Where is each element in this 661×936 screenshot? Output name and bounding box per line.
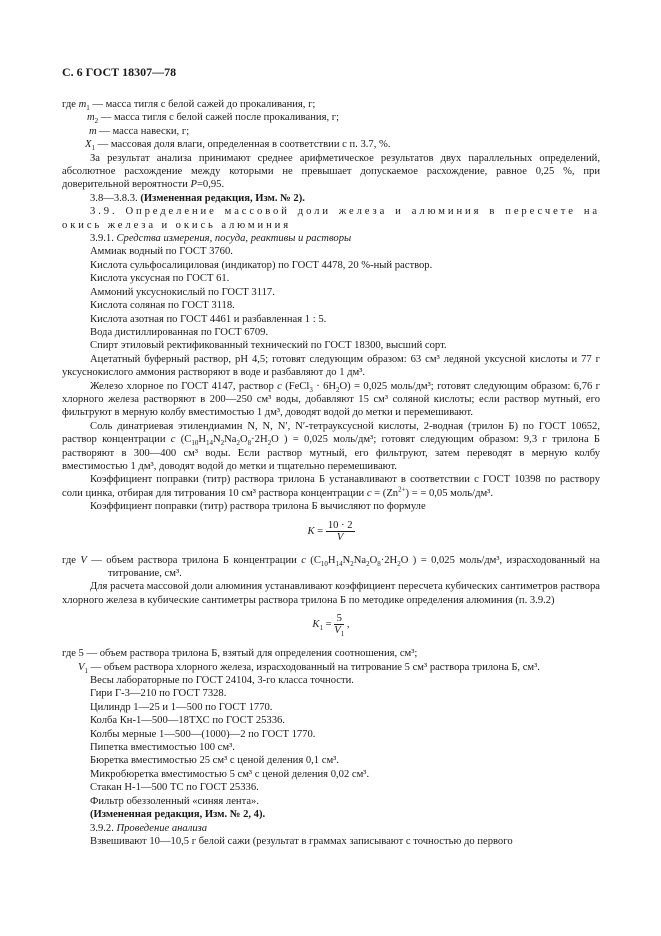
para-e1: Весы лабораторные по ГОСТ 24104, 3-го класса точности.	[90, 675, 354, 687]
para-p3: 3.9. Определение массовой доли железа и алюминия в пересчете на окись железа и окись алюминия	[62, 206, 600, 231]
para-p1: За результат анализа принимают среднее арифметическое результатов двух параллельных определений, абсолютное расхождение между которыми не превышает допускаемое расхождение, равное 0,25 %, при доверительной вероятности P=0,95.	[62, 152, 600, 191]
para-l1: где $m_1$ — масса тигля с белой сажей до прокаливания, г;	[62, 99, 316, 113]
para-p11: Для расчета массовой доли алюминия устанавливают коэффициент пересчета кубических сантиметров раствора хлорного железа в кубические сантиметры раствора трилона Б по методике определения алюминия (п. 3.9.2)	[62, 581, 600, 606]
para-e11: (Измененная редакция, Изм. № 2, 4).	[90, 809, 266, 821]
para-p2: 3.8—3.8.3. (Измененная редакция, Изм. № 2).	[90, 192, 305, 204]
para-r2: Кислота сульфосалициловая (индикатор) по ГОСТ 4478, 20 %-ный раствор.	[90, 259, 433, 271]
para-r4: Аммоний уксуснокислый по ГОСТ 3117.	[90, 286, 275, 298]
para-r7: Вода дистиллированная по ГОСТ 6709.	[90, 326, 269, 338]
para-e12: 3.9.2. Проведение анализа	[90, 822, 208, 834]
para-p8: Коэффициент поправки (титр) раствора трилона Б устанавливают в соответствии с ГОСТ 10398 по раствору соли цинка, отбирая для титрования 10 см³ раствора концентрации $c = (Zn^{2+})$ = = 0,05 моль/дм³.	[62, 474, 600, 499]
para-e9: Стакан Н-1—500 ТС по ГОСТ 25336.	[90, 782, 259, 794]
para-p12: где 5 — объем раствора трилона Б, взятый для определения соотношения, см³;	[62, 648, 418, 660]
para-r6: Кислота азотная по ГОСТ 4461 и разбавленная 1 : 5.	[90, 313, 327, 325]
para-e4: Колба Кн-1—500—18ТХС по ГОСТ 25336.	[90, 715, 285, 727]
page-header	[62, 66, 176, 79]
para-p6: Железо хлорное по ГОСТ 4147, раствор c (FeCl$_3$ · $6H_2O) = 0,025$ моль/дм³; готовят следующим образом: 6,76 г хлорного железа растворяют в 200—250 см³ воды, добавляют 15 см³ соляной кислоты; если раствор мутный, его фильтруют в мерную колбу вместимостью 1 дм³, доводят водой до метки и перемешивают.	[62, 380, 600, 419]
para-p4: 3.9.1. Средства измерения, посуда, реактивы и растворы	[90, 233, 352, 245]
para-r3: Кислота уксусная по ГОСТ 61.	[90, 273, 230, 285]
para-e10: Фильтр обеззоленный «синяя лента».	[90, 795, 259, 807]
para-p13: $V_1$ — объем раствора хлорного железа, израсходованный на титрование 5 см³ раствора трилона Б, см³.	[78, 661, 540, 675]
para-r1: Аммиак водный по ГОСТ 3760.	[90, 246, 233, 258]
para-p7: Соль динатриевая этилендиамин N, N, N′, N′-тетрауксусной кислоты, 2-водная (трилон Б) по ГОСТ 10652, раствор концентрации c ($C_{10}H_{14}N_2Na_2O_8\cdot 2H_2O$ ) = 0,025 моль/дм³; готовят следующим образом: 9,3 г трилона Б растворяют в 300—400 см³ воды. Если раствор мутный, его фильтруют, затем переводят в мерную колбу вместимостью 1 дм³, доводят водой до метки и тщательно перемешивают.	[62, 420, 600, 472]
para-r8: Спирт этиловый ректификованный технический по ГОСТ 18300, высший сорт.	[90, 340, 447, 352]
page-body	[62, 98, 600, 848]
formula-k1: $K_1$ = $\frac{5}{V_1}$ ,	[312, 613, 350, 639]
para-p10: где V — объем раствора трилона Б концентрации c ($C_{10}H_{14}N_2Na_2O_8\cdot 2H_2O$ ) = 0,025 моль/дм³, израсходованный на титрование, см³.	[62, 554, 600, 579]
header-text: С. 6 ГОСТ 18307—78	[62, 65, 177, 79]
para-e2: Гири Г-3—210 по ГОСТ 7328.	[90, 688, 227, 700]
para-l2: $m_2$ — масса тигля с белой сажей после прокаливания, г;	[87, 112, 340, 126]
para-e5: Колбы мерные 1—500—(1000)—2 по ГОСТ 1770.	[90, 728, 316, 740]
para-p5: Ацетатный буферный раствор, pH 4,5; готовят следующим образом: 63 см³ ледяной уксусной кислоты и 77 г уксуснокислого аммония растворяют в воде и разбавляют до 1 дм³.	[62, 353, 600, 379]
formula-k: K = $\frac{10 \cdot 2}{V}$	[307, 519, 353, 543]
para-l3: m — масса навески, г;	[89, 125, 190, 137]
para-e8: Микробюретка вместимостью 5 см³ с ценой деления 0,02 см³.	[90, 768, 370, 780]
para-e3: Цилиндр 1—25 и 1—500 по ГОСТ 1770.	[90, 701, 273, 713]
para-l4: $X_1$ — массовая доля влаги, определенная в соответствии с п. 3.7, %.	[85, 139, 391, 153]
para-r5: Кислота соляная по ГОСТ 3118.	[90, 300, 235, 312]
para-e6: Пипетка вместимостью 100 см³.	[90, 742, 235, 754]
para-p9: Коэффициент поправки (титр) раствора трилона Б вычисляют по формуле	[90, 501, 426, 513]
para-e13: Взвешивают 10—10,5 г белой сажи (результат в граммах записывают с точностью до первого	[90, 835, 513, 847]
para-e7: Бюретка вместимостью 25 см³ с ценой деления 0,1 см³.	[90, 755, 339, 767]
